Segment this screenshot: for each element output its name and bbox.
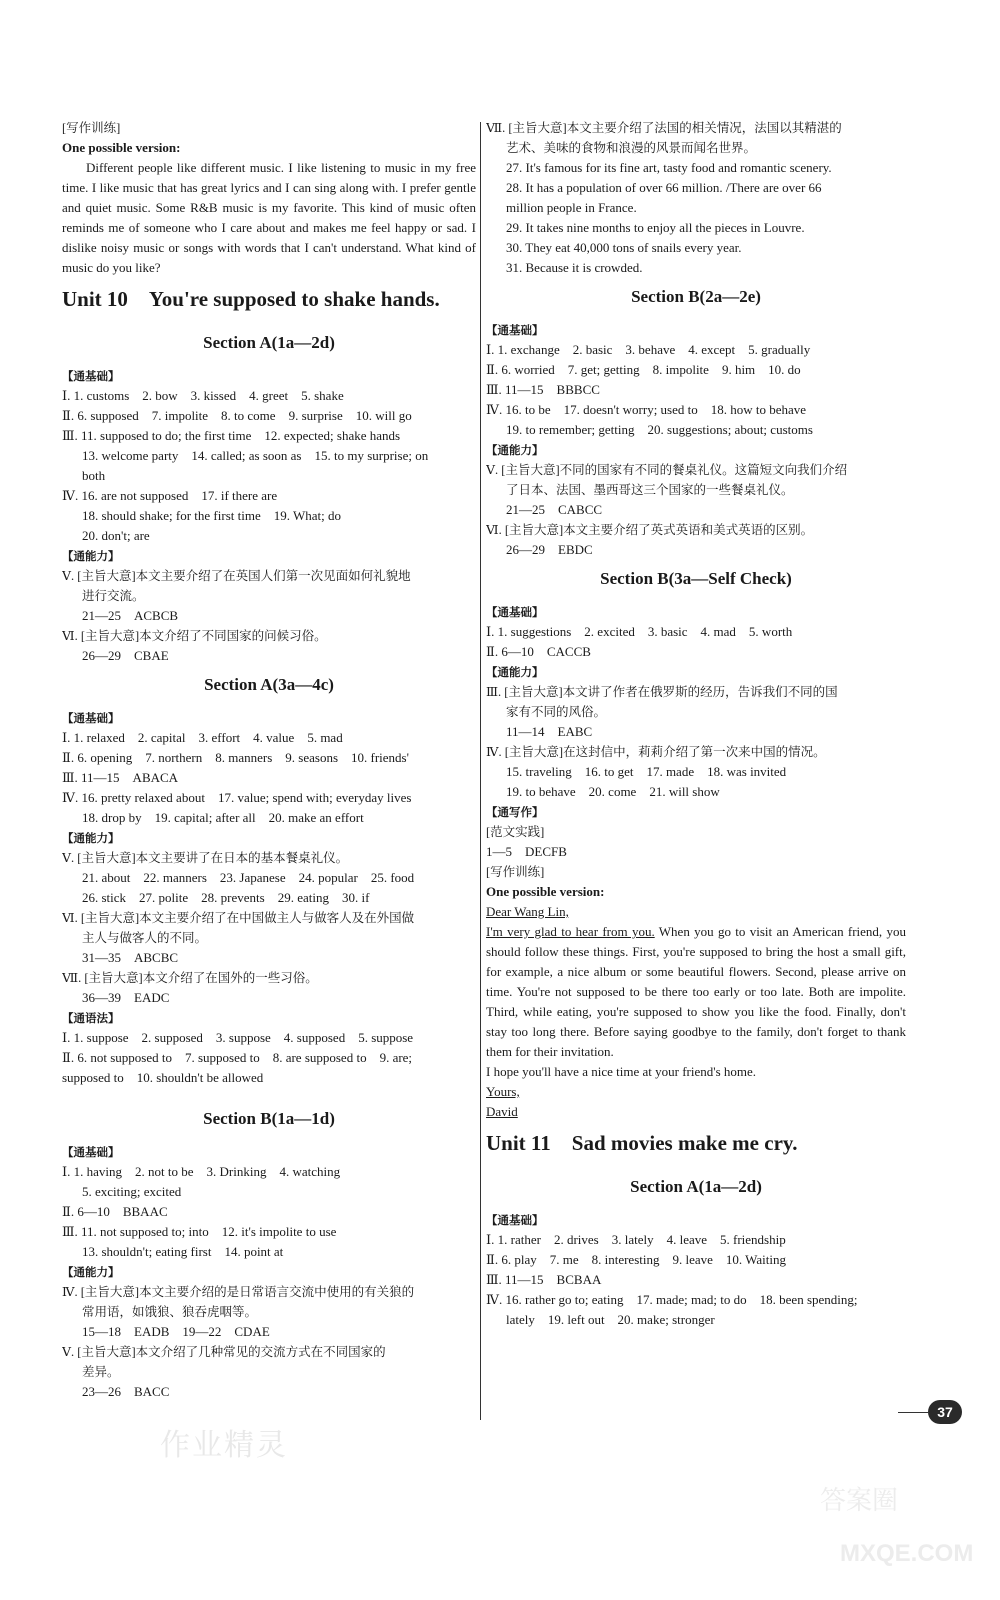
line: [写作训练] <box>486 865 545 879</box>
section-b2-body <box>486 320 906 560</box>
line: 【通基础】 <box>486 605 544 619</box>
line: Ⅰ. 1. suggestions 2. excited 3. basic 4. mad 5. worth <box>486 624 793 639</box>
line: 【通能力】 <box>486 665 544 679</box>
line: 26—29 EBDC <box>506 542 593 557</box>
line: 21—25 CABCC <box>506 502 603 517</box>
line: 11—14 EABC <box>506 724 593 739</box>
line: 1—5 DECFB <box>486 844 567 859</box>
line: Ⅵ. [主旨大意]本文介绍了不同国家的问候习俗。 <box>62 629 327 643</box>
line: 【通能力】 <box>62 1265 120 1279</box>
line: Ⅱ. 6—10 BBAAC <box>62 1204 168 1219</box>
line: Ⅰ. 1. rather 2. drives 3. lately 4. leave 5. friendship <box>486 1232 786 1247</box>
line: 26—29 CBAE <box>82 648 169 663</box>
letter-close: I hope you'll have a nice time at your friend's home. <box>486 1064 757 1079</box>
left-column <box>62 118 476 1402</box>
music-essay <box>62 158 476 278</box>
section-b1-body <box>62 1142 476 1402</box>
line: Ⅱ. 6. not supposed to 7. supposed to 8. are supposed to 9. are; <box>62 1050 413 1065</box>
section-c-title: Section A(1a—2d) <box>630 1177 762 1196</box>
section-a2-title: Section A(3a—4c) <box>204 675 334 694</box>
line: 15—18 EADB 19—22 CDAE <box>82 1324 270 1339</box>
france-answers <box>486 118 906 278</box>
line: 18. should shake; for the first time 19. What; do <box>82 508 341 523</box>
right-column <box>486 118 906 1330</box>
section-b3-body <box>486 602 906 882</box>
line: Ⅱ. 6—10 CACCB <box>486 644 591 659</box>
line: Ⅰ. 1. suppose 2. supposed 3. suppose 4. supposed 5. suppose <box>62 1030 414 1045</box>
letter-greeting: Dear Wang Lin, <box>486 904 569 919</box>
line: 进行交流。 <box>82 589 145 603</box>
line: Ⅴ. [主旨大意]本文介绍了几种常见的交流方式在不同国家的 <box>62 1345 386 1359</box>
line: 20. don't; are <box>82 528 150 543</box>
page-number-rule <box>898 1412 928 1413</box>
line: 13. shouldn't; eating first 14. point at <box>82 1244 284 1259</box>
line: 【通基础】 <box>486 323 544 337</box>
line: Ⅲ. 11—15 BCBAA <box>486 1272 602 1287</box>
line: 21—25 ACBCB <box>82 608 179 623</box>
watermark: 作业精灵 <box>160 1428 288 1463</box>
letter-signature: David <box>486 1104 518 1119</box>
line: 常用语，如饿狼、狼吞虎咽等。 <box>82 1305 258 1319</box>
line: Ⅱ. 6. play 7. me 8. interesting 9. leave 10. Waiting <box>486 1252 786 1267</box>
line: 【通语法】 <box>62 1011 120 1025</box>
line: Ⅳ. [主旨大意]在这封信中，莉莉介绍了第一次来中国的情况。 <box>486 745 826 759</box>
line: 23—26 BACC <box>82 1384 170 1399</box>
line: Ⅴ. [主旨大意]不同的国家有不同的餐桌礼仪。这篇短文向我们介绍 <box>486 463 848 477</box>
letter-yours: Yours, <box>486 1084 520 1099</box>
unit10-title: Unit 10 You're supposed to shake hands. <box>62 287 440 311</box>
watermark: 答案圈 <box>820 1486 899 1516</box>
unit11-title: Unit 11 Sad movies make me cry. <box>486 1131 798 1155</box>
line: Ⅲ. 11—15 ABACA <box>62 770 179 785</box>
version-label: One possible version: <box>62 140 181 155</box>
line: lately 19. left out 20. make; stronger <box>506 1312 715 1327</box>
column-divider <box>480 122 481 1420</box>
line: Ⅲ. [主旨大意]本文讲了作者在俄罗斯的经历，告诉我们不同的国 <box>486 685 838 699</box>
line: million people in France. <box>506 200 637 215</box>
section-a1-title: Section A(1a—2d) <box>203 333 335 352</box>
section-b3-title: Section B(3a—Self Check) <box>600 569 792 588</box>
line: 艺术、美味的食物和浪漫的风景而闻名世界。 <box>506 141 757 155</box>
spacer <box>62 1088 476 1100</box>
line: 28. It has a population of over 66 million. /There are over 66 <box>506 180 822 195</box>
line: 【通基础】 <box>62 369 120 383</box>
line: 【通能力】 <box>486 443 544 457</box>
line: Ⅲ. 11. not supposed to; into 12. it's impolite to use <box>62 1224 337 1239</box>
line: 31—35 ABCBC <box>82 950 179 965</box>
line: Ⅰ. 1. having 2. not to be 3. Drinking 4. watching <box>62 1164 341 1179</box>
line: supposed to 10. shouldn't be allowed <box>62 1070 264 1085</box>
line: 19. to remember; getting 20. suggestions; about; customs <box>506 422 813 437</box>
line: Ⅰ. 1. relaxed 2. capital 3. effort 4. value 5. mad <box>62 730 343 745</box>
line: Ⅵ. [主旨大意]本文主要介绍了在中国做主人与做客人及在外国做 <box>62 911 415 925</box>
line: 19. to behave 20. come 21. will show <box>506 784 720 799</box>
line: 【通基础】 <box>486 1213 544 1227</box>
line: Ⅴ. [主旨大意]本文主要讲了在日本的基本餐桌礼仪。 <box>62 851 349 865</box>
line: Ⅱ. 6. worried 7. get; getting 8. impolite 9. him 10. do <box>486 362 801 377</box>
line: Ⅳ. 16. are not supposed 17. if there are <box>62 488 278 503</box>
line: 主人与做客人的不同。 <box>82 931 208 945</box>
line: 30. They eat 40,000 tons of snails every year. <box>506 240 742 255</box>
line: 【通能力】 <box>62 549 120 563</box>
letter-first-sentence: I'm very glad to hear from you. <box>486 924 655 939</box>
line: Ⅱ. 6. supposed 7. impolite 8. to come 9. surprise 10. will go <box>62 408 412 423</box>
line: 家有不同的风俗。 <box>506 705 607 719</box>
line: 【通写作】 <box>486 805 544 819</box>
section-a2-body <box>62 708 476 1088</box>
line: Ⅵ. [主旨大意]本文主要介绍了英式英语和美式英语的区别。 <box>486 523 814 537</box>
line: 了日本、法国、墨西哥这三个国家的一些餐桌礼仪。 <box>506 483 794 497</box>
line: Ⅳ. [主旨大意]本文主要介绍的是日常语言交流中使用的有关狼的 <box>62 1285 415 1299</box>
line: Ⅶ. [主旨大意]本文介绍了在国外的一些习俗。 <box>62 971 318 985</box>
line: Ⅱ. 6. opening 7. northern 8. manners 9. seasons 10. friends' <box>62 750 409 765</box>
line: 36—39 EADC <box>82 990 170 1005</box>
line: 【通基础】 <box>62 1145 120 1159</box>
line: 15. traveling 16. to get 17. made 18. was invited <box>506 764 787 779</box>
watermark: MXQE.COM <box>840 1540 974 1567</box>
writing-header: [写作训练] <box>62 121 121 135</box>
section-b1-title: Section B(1a—1d) <box>203 1109 335 1128</box>
section-c-body <box>486 1210 906 1330</box>
page-number: 37 <box>928 1400 962 1424</box>
line: Ⅴ. [主旨大意]本文主要介绍了在英国人们第一次见面如何礼貌地 <box>62 569 411 583</box>
line: Ⅲ. 11—15 BBBCC <box>486 382 600 397</box>
section-b2-title: Section B(2a—2e) <box>631 287 761 306</box>
line: 5. exciting; excited <box>82 1184 182 1199</box>
letter-body-text: When you go to visit an American friend, you should follow these things. First, you're supposed to bring the host a small gift, for example, a nice album or some beautiful flowers. Second, please arrive on time. You're not supposed to be there too early or too late. Both are impolite. Third, while eating, you're supposed to show you like the food. Finally, don't stay too long there. Before saying goodbye to the family, don't forget to thank them for their invitation. <box>486 924 907 1059</box>
line: Ⅰ. 1. exchange 2. basic 3. behave 4. except 5. gradually <box>486 342 811 357</box>
line: 13. welcome party 14. called; as soon as 15. to my surprise; on <box>82 448 429 463</box>
letter-body <box>486 922 906 1062</box>
line: 29. It takes nine months to enjoy all the pieces in Louvre. <box>506 220 805 235</box>
line: 26. stick 27. polite 28. prevents 29. eating 30. if <box>82 890 370 905</box>
line: 【通基础】 <box>62 711 120 725</box>
line: Ⅳ. 16. to be 17. doesn't worry; used to 18. how to behave <box>486 402 807 417</box>
line: Ⅰ. 1. customs 2. bow 3. kissed 4. greet 5. shake <box>62 388 344 403</box>
line: 18. drop by 19. capital; after all 20. make an effort <box>82 810 364 825</box>
line: Ⅳ. 16. rather go to; eating 17. made; mad; to do 18. been spending; <box>486 1292 858 1307</box>
line: Ⅶ. [主旨大意]本文主要介绍了法国的相关情况，法国以其精湛的 <box>486 121 842 135</box>
line: [范文实践] <box>486 825 545 839</box>
line: 21. about 22. manners 23. Japanese 24. popular 25. food <box>82 870 415 885</box>
section-a1-body <box>62 366 476 666</box>
version-label: One possible version: <box>486 884 605 899</box>
line: both <box>82 468 106 483</box>
line: Ⅳ. 16. pretty relaxed about 17. value; spend with; everyday lives <box>62 790 412 805</box>
line: 差异。 <box>82 1365 120 1379</box>
line: 【通能力】 <box>62 831 120 845</box>
line: 27. It's famous for its fine art, tasty food and romantic scenery. <box>506 160 832 175</box>
line: 31. Because it is crowded. <box>506 260 643 275</box>
music-essay-text: Different people like different music. I like listening to music in my free time. I like music that has great lyrics and I can sing along with. I prefer gentle and quiet music. Some R&B music is my favorite. This kind of music often reminds me of someone who I care about and makes me feel happy or sad. I dislike noisy music or songs with words that I can't understand. What kind of music do you like? <box>62 160 476 275</box>
line: Ⅲ. 11. supposed to do; the first time 12. expected; shake hands <box>62 428 401 443</box>
